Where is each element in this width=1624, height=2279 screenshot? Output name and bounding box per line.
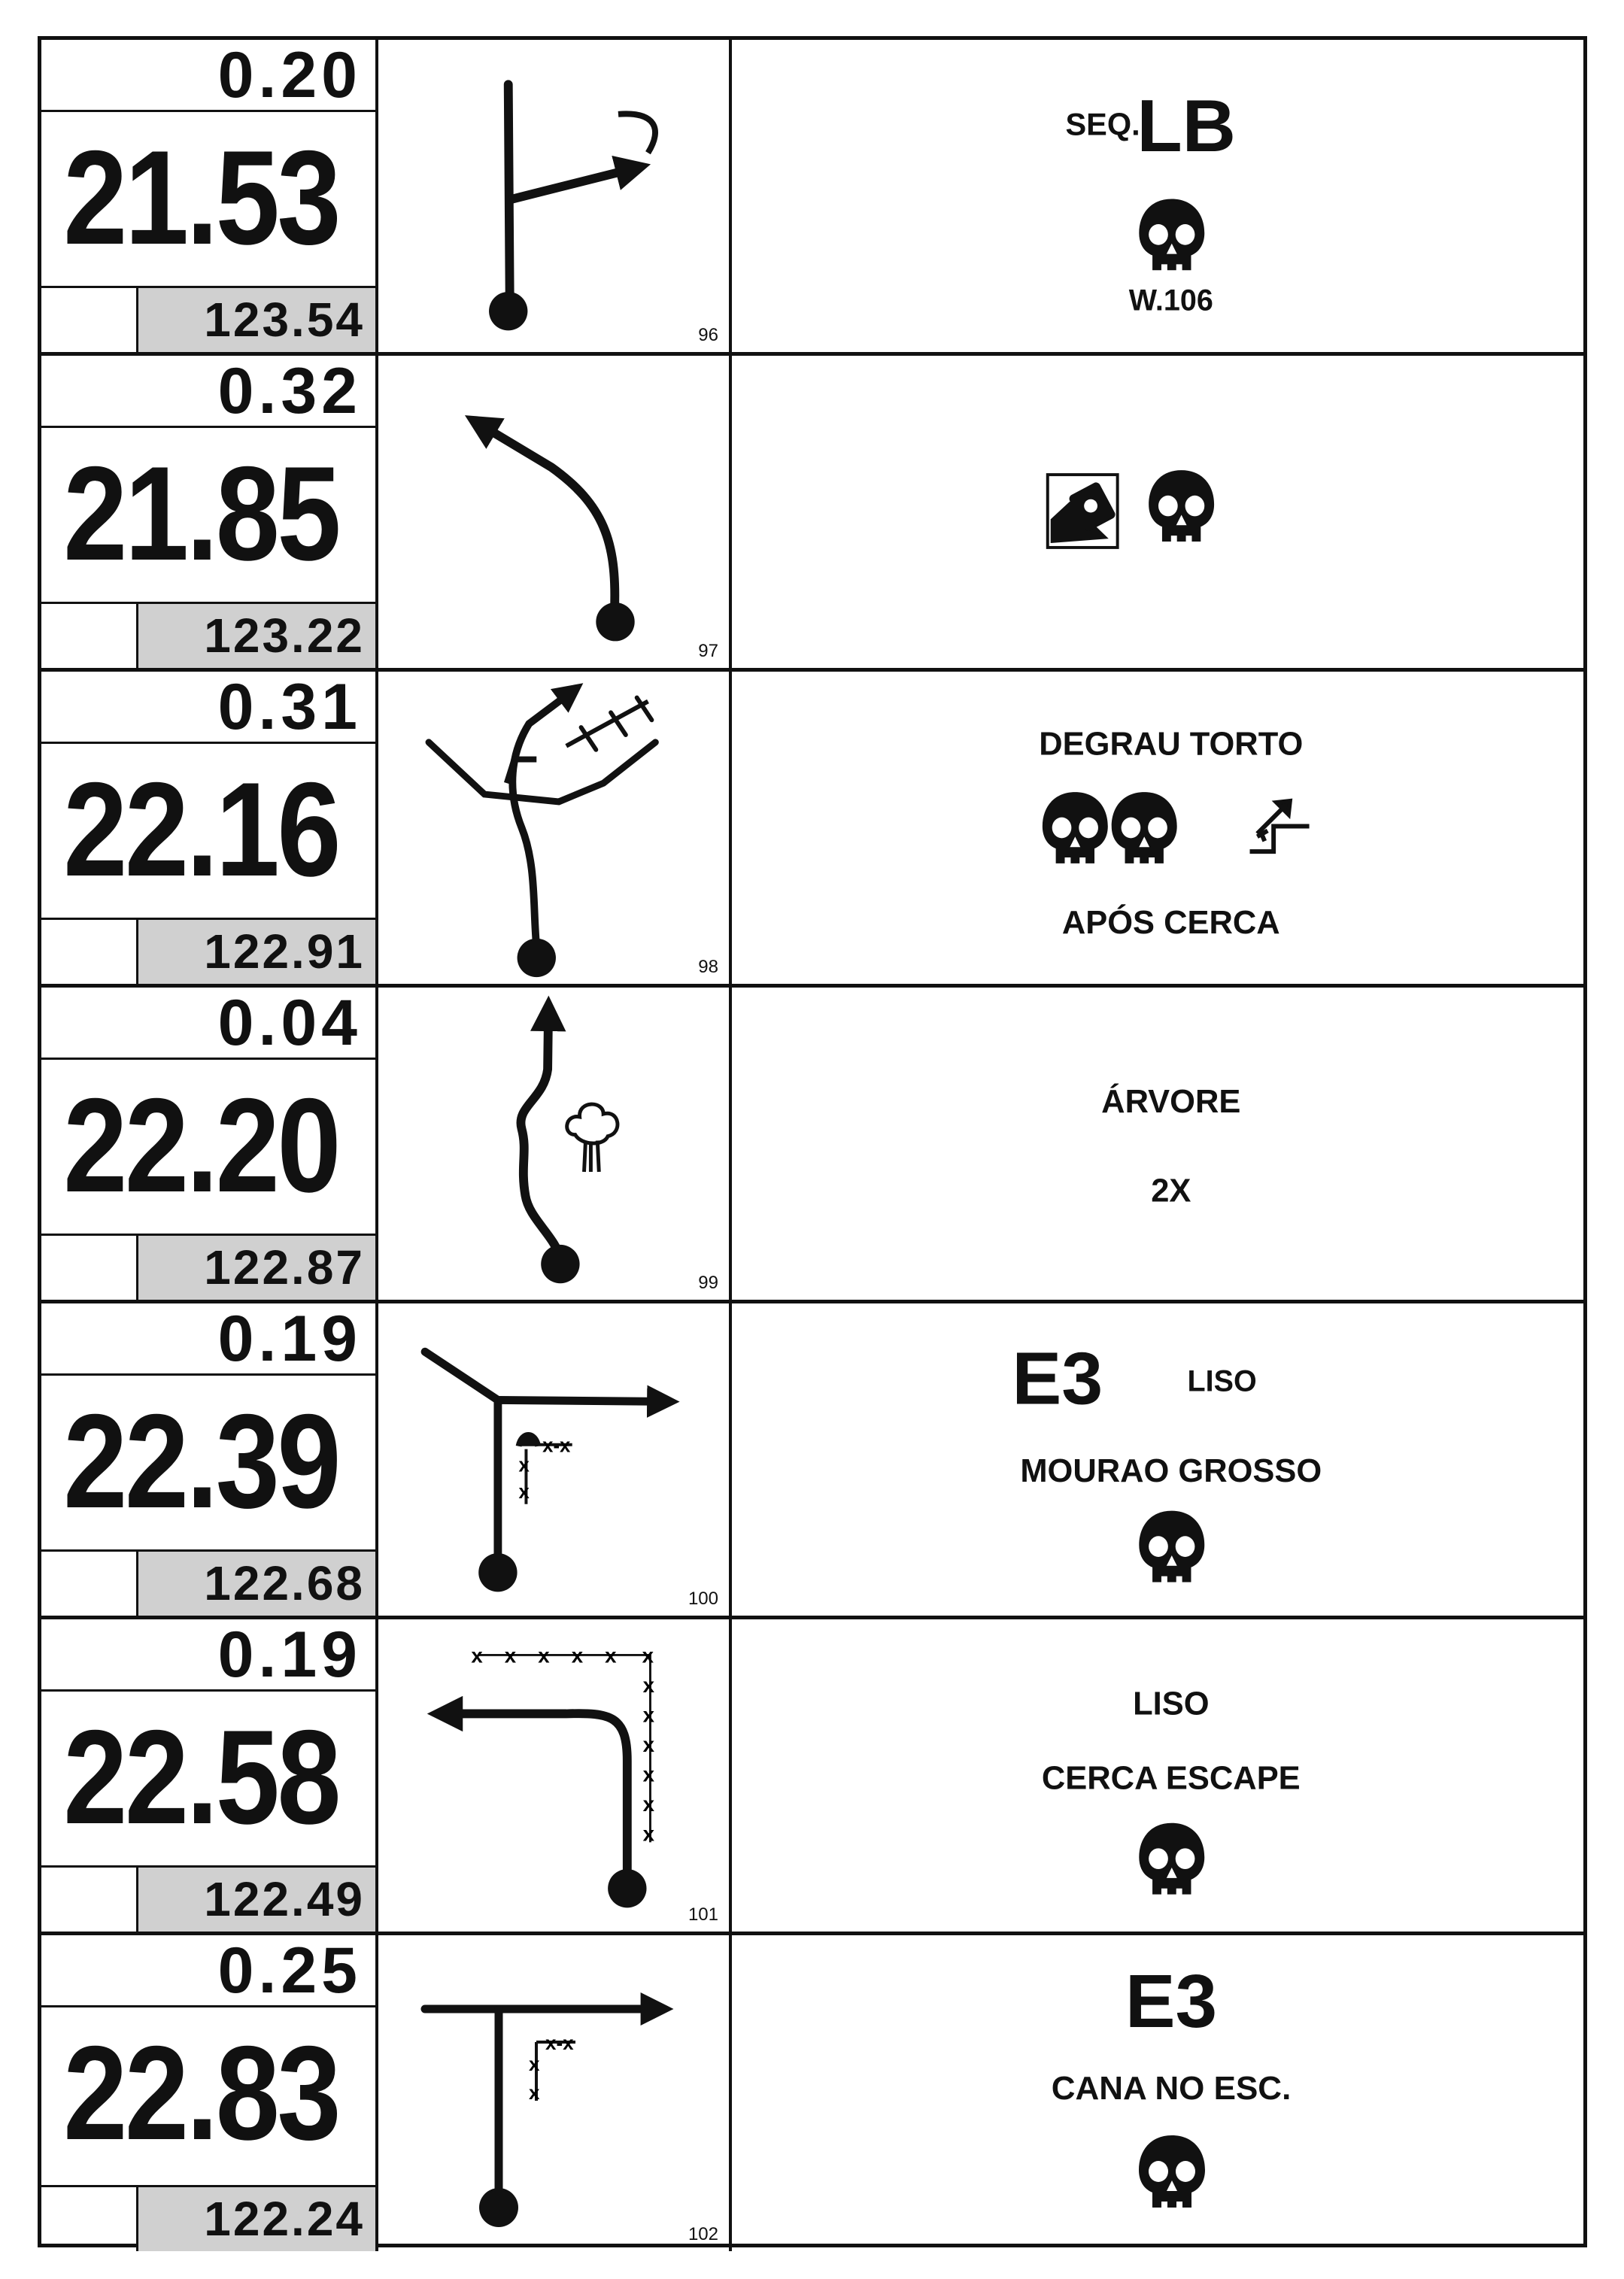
note-line-1: DEGRAU TORTO: [1039, 726, 1304, 763]
remaining-area: [41, 918, 375, 984]
roadbook-row: [41, 988, 1583, 1303]
remaining-distance: 122.68: [136, 1552, 375, 1616]
tulip-route-svg: [378, 1619, 729, 1932]
note-line-2: APÓS CERCA: [1061, 904, 1280, 941]
notes-cell: [732, 40, 1583, 352]
notes-svg: [732, 672, 1583, 984]
svg-text:x-x: x-x: [542, 1435, 571, 1457]
step-icon: [1250, 801, 1310, 851]
svg-text:x: x: [571, 1643, 584, 1668]
tulip-route-svg: [378, 356, 729, 668]
tulip-number: 98: [698, 957, 718, 977]
tulip-diagram: [378, 356, 732, 668]
remaining-distance: 122.87: [136, 1236, 375, 1300]
tulip-number: 102: [688, 2224, 718, 2244]
partial-distance: 0.25: [41, 1935, 375, 2007]
svg-text:x: x: [642, 1703, 654, 1727]
roadbook-row: [41, 1619, 1583, 1935]
skull-icon: [1043, 792, 1108, 863]
svg-text:x: x: [642, 1822, 654, 1846]
distance-cell: [41, 988, 378, 1300]
remaining-area: [41, 2185, 375, 2251]
svg-text:x: x: [504, 1643, 517, 1668]
note-line-1: LISO: [1133, 1686, 1210, 1722]
distance-cell: [41, 1303, 378, 1616]
remaining-area: [41, 1549, 375, 1616]
partial-distance: 0.32: [41, 356, 375, 428]
distance-cell: [41, 1619, 378, 1932]
remaining-distance: 122.49: [136, 1868, 375, 1932]
remaining-area: [41, 1865, 375, 1932]
notes-svg: [732, 40, 1583, 352]
note-line-1: LISO: [1187, 1364, 1257, 1398]
notes-svg: [732, 1619, 1583, 1932]
svg-text:x: x: [642, 1792, 654, 1816]
notes-svg: [732, 1303, 1583, 1616]
total-distance: 21.85: [63, 439, 339, 588]
waypoint-label: W.106: [1128, 284, 1213, 317]
tulip-diagram: [378, 1935, 732, 2251]
note-line-2: MOURAO GROSSO: [1020, 1453, 1322, 1490]
skull-icon: [1139, 2135, 1205, 2208]
svg-text:x: x: [538, 1643, 550, 1668]
surface-code: E3: [1012, 1337, 1103, 1420]
roadbook-page: [38, 36, 1587, 2247]
skull-icon: [1139, 1511, 1204, 1583]
tulip-diagram: [378, 1303, 732, 1616]
svg-text:x: x: [471, 1643, 483, 1668]
tree-icon: [567, 1104, 618, 1172]
roadbook-row: [41, 1935, 1583, 2251]
remaining-distance: 122.24: [136, 2187, 375, 2251]
tulip-diagram: [378, 988, 732, 1300]
svg-text:x: x: [529, 2081, 540, 2104]
total-distance: 22.16: [63, 754, 339, 904]
skull-icon: [1139, 1823, 1204, 1895]
skull-icon: [1149, 470, 1214, 542]
remaining-area: [41, 286, 375, 352]
svg-text:x: x: [642, 1643, 654, 1668]
tulip-diagram: [378, 1619, 732, 1932]
tulip-route-svg: [378, 1303, 729, 1616]
distance-cell: [41, 672, 378, 984]
notes-cell: [732, 1303, 1583, 1616]
total-distance: 22.83: [63, 2018, 339, 2168]
tulip-diagram: [378, 40, 732, 352]
remaining-distance: 122.91: [136, 920, 375, 984]
partial-distance: 0.20: [41, 40, 375, 112]
svg-text:x: x: [642, 1732, 654, 1756]
notes-svg: [732, 356, 1583, 668]
remaining-area: [41, 1234, 375, 1300]
svg-text:x: x: [642, 1673, 654, 1697]
tulip-route-svg: [378, 988, 729, 1300]
partial-distance: 0.31: [41, 672, 375, 744]
svg-text:x: x: [642, 1762, 654, 1786]
surface-code: E3: [1125, 1959, 1218, 2044]
remaining-distance: 123.22: [136, 604, 375, 668]
seq-value: LB: [1137, 84, 1237, 168]
svg-text:x: x: [605, 1643, 617, 1668]
note-line-2: CERCA ESCAPE: [1041, 1760, 1301, 1797]
notes-cell: [732, 1619, 1583, 1932]
note-line-1: ÁRVORE: [1101, 1084, 1241, 1120]
tulip-number: 100: [688, 1589, 718, 1609]
svg-text:x: x: [518, 1481, 530, 1503]
partial-distance: 0.19: [41, 1619, 375, 1692]
camera-icon: [1048, 475, 1118, 548]
svg-text:x: x: [529, 2053, 540, 2075]
distance-cell: [41, 40, 378, 352]
total-distance: 22.58: [63, 1702, 339, 1852]
tulip-number: 99: [698, 1273, 718, 1293]
notes-cell: [732, 988, 1583, 1300]
distance-cell: [41, 356, 378, 668]
distance-cell: [41, 1935, 378, 2251]
tulip-number: 97: [698, 641, 718, 661]
roadbook-row: [41, 40, 1583, 356]
svg-text:x-x: x-x: [545, 2032, 574, 2054]
seq-label: SEQ.: [1065, 106, 1140, 142]
note-line-2: 2X: [1151, 1173, 1191, 1209]
notes-svg: [732, 1935, 1583, 2251]
partial-distance: 0.04: [41, 988, 375, 1060]
svg-text:x: x: [518, 1455, 530, 1476]
skull-icon: [1112, 792, 1177, 863]
roadbook-row: [41, 1303, 1583, 1619]
roadbook-row: [41, 356, 1583, 672]
tulip-number: 96: [698, 325, 718, 345]
partial-distance: 0.19: [41, 1303, 375, 1376]
tulip-route-svg: [378, 1935, 729, 2251]
skull-icon: [1139, 199, 1204, 270]
total-distance: 21.53: [63, 123, 339, 272]
note-line-1: CANA NO ESC.: [1051, 2070, 1292, 2107]
tulip-number: 101: [688, 1904, 718, 1925]
tulip-route-svg: [378, 40, 729, 352]
total-distance: 22.39: [63, 1386, 339, 1536]
notes-cell: [732, 1935, 1583, 2251]
tulip-diagram: [378, 672, 732, 984]
remaining-area: [41, 602, 375, 668]
roadbook-row: [41, 672, 1583, 988]
remaining-distance: 123.54: [136, 288, 375, 352]
total-distance: 22.20: [63, 1070, 339, 1220]
notes-svg: [732, 988, 1583, 1300]
notes-cell: [732, 672, 1583, 984]
tulip-route-svg: [378, 672, 729, 984]
notes-cell: [732, 356, 1583, 668]
